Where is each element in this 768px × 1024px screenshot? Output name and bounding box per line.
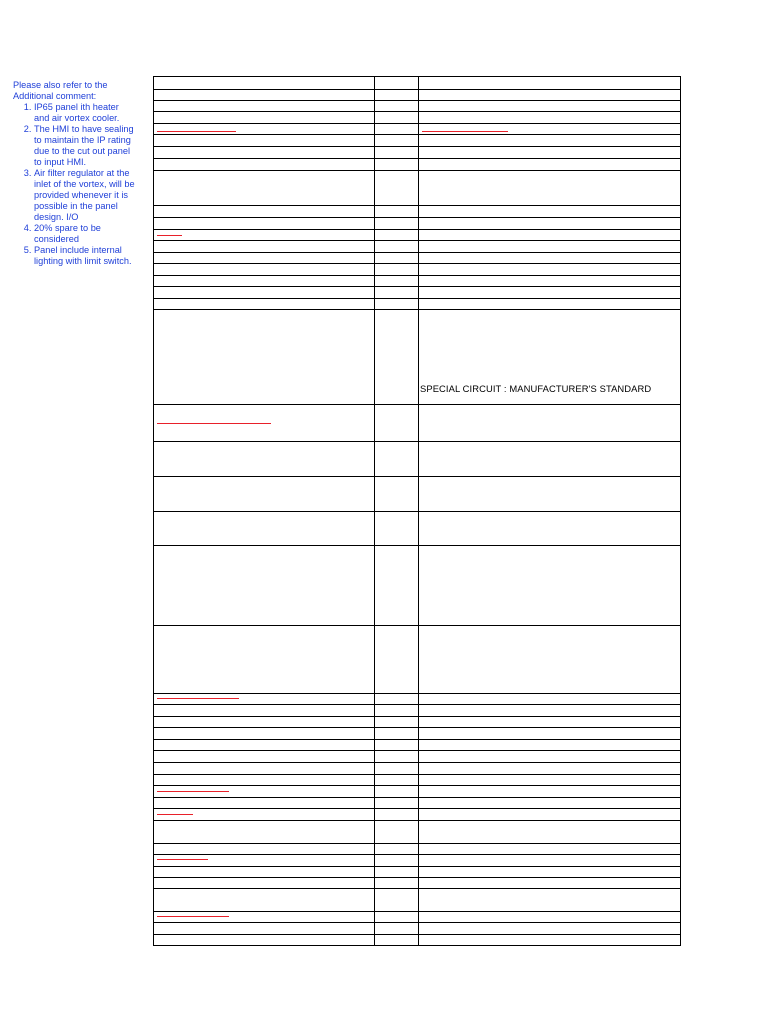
row-divider xyxy=(154,704,680,705)
note-item: 3. Air filter regulator at the inlet of the vortex, will be provided whenever it is possible in the panel design. I/O xyxy=(34,168,135,223)
row-divider xyxy=(154,146,680,147)
red-underline-mark xyxy=(157,859,208,860)
row-divider xyxy=(154,134,680,135)
row-divider xyxy=(154,545,680,546)
row-divider xyxy=(154,888,680,889)
row-divider xyxy=(154,240,680,241)
row-divider xyxy=(154,89,680,90)
note-item: 4. 20% spare to be considered xyxy=(34,223,135,245)
row-divider xyxy=(154,911,680,912)
row-divider xyxy=(154,866,680,867)
special-circuit-cell: SPECIAL CIRCUIT : MANUFACTURER'S STANDARD xyxy=(420,383,652,394)
row-divider xyxy=(154,934,680,935)
red-underline-mark xyxy=(157,791,229,792)
row-divider xyxy=(154,217,680,218)
table-grid xyxy=(154,77,680,945)
row-divider xyxy=(154,286,680,287)
row-divider xyxy=(154,511,680,512)
row-divider xyxy=(154,922,680,923)
red-underline-mark xyxy=(157,814,193,815)
row-divider xyxy=(154,309,680,310)
note-item: 2. The HMI to have sealing to maintain the IP rating due to the cut out panel to input HMI. xyxy=(34,124,135,168)
row-divider xyxy=(154,739,680,740)
row-divider xyxy=(154,762,680,763)
row-divider xyxy=(154,263,680,264)
row-divider xyxy=(154,111,680,112)
row-divider xyxy=(154,716,680,717)
red-underline-mark xyxy=(157,235,182,236)
row-divider xyxy=(154,693,680,694)
row-divider xyxy=(154,820,680,821)
row-divider xyxy=(154,797,680,798)
row-divider xyxy=(154,275,680,276)
note-item: 5. Panel include internal lighting with limit switch. xyxy=(34,245,135,267)
row-divider xyxy=(154,441,680,442)
row-divider xyxy=(154,750,680,751)
row-divider xyxy=(154,298,680,299)
row-divider xyxy=(154,100,680,101)
row-divider xyxy=(154,625,680,626)
column-divider xyxy=(374,77,375,945)
spec-table xyxy=(153,76,681,946)
row-divider xyxy=(154,123,680,124)
red-underline-mark xyxy=(422,131,508,132)
row-divider xyxy=(154,205,680,206)
row-divider xyxy=(154,785,680,786)
red-underline-mark xyxy=(157,698,239,699)
row-divider xyxy=(154,854,680,855)
row-divider xyxy=(154,877,680,878)
red-underline-mark xyxy=(157,916,229,917)
row-divider xyxy=(154,404,680,405)
note-item: 1. IP65 panel ith heater and air vortex cooler. xyxy=(34,102,135,124)
note-intro: Please also refer to the Additional comment: xyxy=(13,80,108,101)
row-divider xyxy=(154,229,680,230)
red-underline-mark xyxy=(157,131,236,132)
row-divider xyxy=(154,843,680,844)
row-divider xyxy=(154,476,680,477)
row-divider xyxy=(154,158,680,159)
note-list xyxy=(13,102,135,267)
row-divider xyxy=(154,774,680,775)
row-divider xyxy=(154,252,680,253)
row-divider xyxy=(154,170,680,171)
row-divider xyxy=(154,808,680,809)
row-divider xyxy=(154,727,680,728)
red-underline-mark xyxy=(157,423,271,424)
side-note xyxy=(13,80,135,267)
column-divider xyxy=(418,77,419,945)
